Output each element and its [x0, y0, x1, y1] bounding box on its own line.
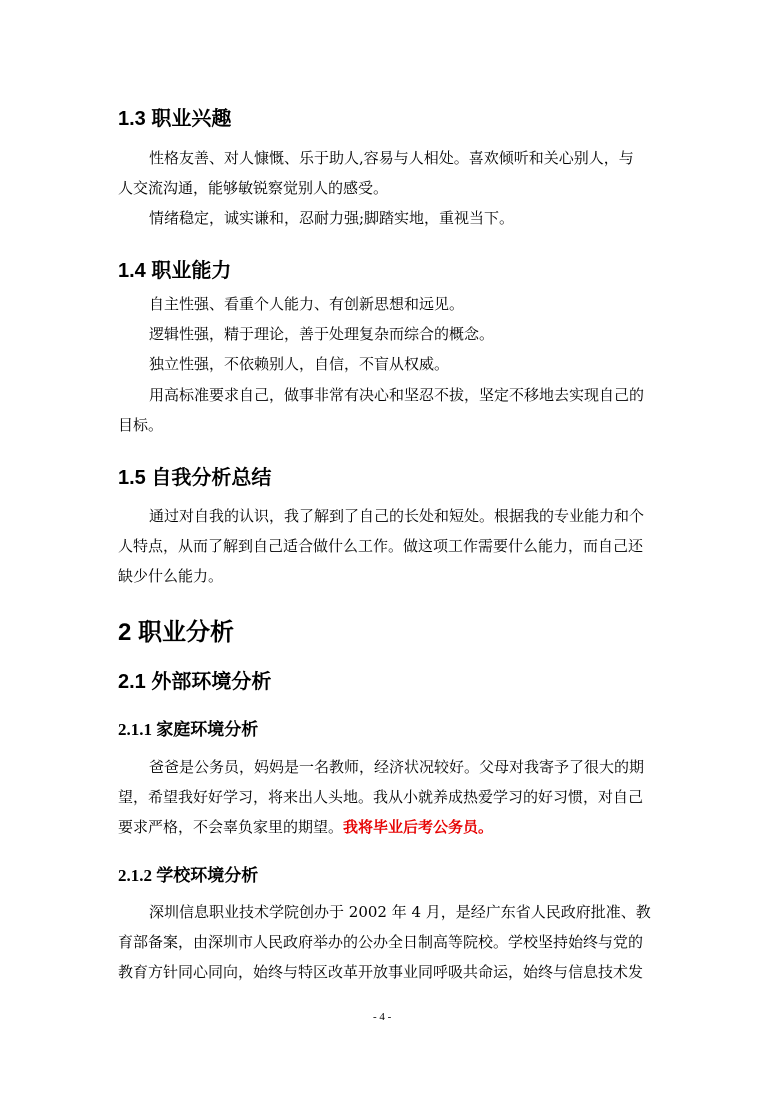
- paragraph-line: 爸爸是公务员，妈妈是一名教师，经济状况较好。父母对我寄予了很大的期: [149, 758, 645, 776]
- heading-1-4: 1.4 职业能力: [118, 260, 232, 282]
- paragraph-line: 深圳信息职业技术学院创办于 2002 年 4 月，是经广东省人民政府批准、教: [149, 903, 651, 921]
- page-number: - 4 -: [373, 1011, 392, 1023]
- paragraph-line: 教育方针同心同向，始终与特区改革开放事业同呼吸共命运，始终与信息技术发: [118, 963, 644, 981]
- highlight-text: 我将毕业后考公务员。: [343, 818, 494, 836]
- paragraph-line: 望，希望我好好学习，将来出人头地。我从小就养成热爱学习的好习惯，对自己: [118, 788, 644, 806]
- paragraph-line: 目标。: [118, 416, 164, 434]
- heading-1-5: 1.5 自我分析总结: [118, 467, 272, 489]
- paragraph-line: 通过对自我的认识，我了解到了自己的长处和短处。根据我的专业能力和个: [149, 507, 645, 525]
- heading-2-1: 2.1 外部环境分析: [118, 671, 272, 693]
- paragraph-line: 性格友善、对人慷慨、乐于助人,容易与人相处。喜欢倾听和关心别人，与: [149, 149, 634, 167]
- paragraph-line: 独立性强，不依赖别人，自信，不盲从权威。: [149, 355, 450, 373]
- paragraph-line: 自主性强、看重个人能力、有创新思想和远见。: [149, 295, 465, 313]
- heading-1-3: 1.3 职业兴趣: [118, 108, 232, 130]
- paragraph-line: 人交流沟通，能够敏锐察觉别人的感受。: [118, 179, 389, 197]
- paragraph-line: 人特点，从而了解到自己适合做什么工作。做这项工作需要什么能力，而自己还: [118, 537, 644, 555]
- heading-2-1-1: 2.1.1 家庭环境分析: [118, 720, 259, 739]
- paragraph-line: 缺少什么能力。: [118, 567, 224, 585]
- heading-2-1-2: 2.1.2 学校环境分析: [118, 866, 259, 885]
- paragraph-line: 情绪稳定，诚实谦和，忍耐力强;脚踏实地，重视当下。: [149, 209, 515, 227]
- heading-2: 2 职业分析: [118, 619, 235, 646]
- paragraph-line: [118, 817, 493, 837]
- paragraph-line: 用高标准要求自己，做事非常有决心和坚忍不拔，坚定不移地去实现自己的: [149, 386, 645, 404]
- paragraph-line: 逻辑性强，精于理论，善于处理复杂而综合的概念。: [149, 325, 495, 343]
- paragraph-line: 育部备案，由深圳市人民政府举办的公办全日制高等院校。学校坚持始终与党的: [118, 933, 644, 951]
- paragraph-text: 要求严格，不会辜负家里的期望。: [118, 818, 344, 836]
